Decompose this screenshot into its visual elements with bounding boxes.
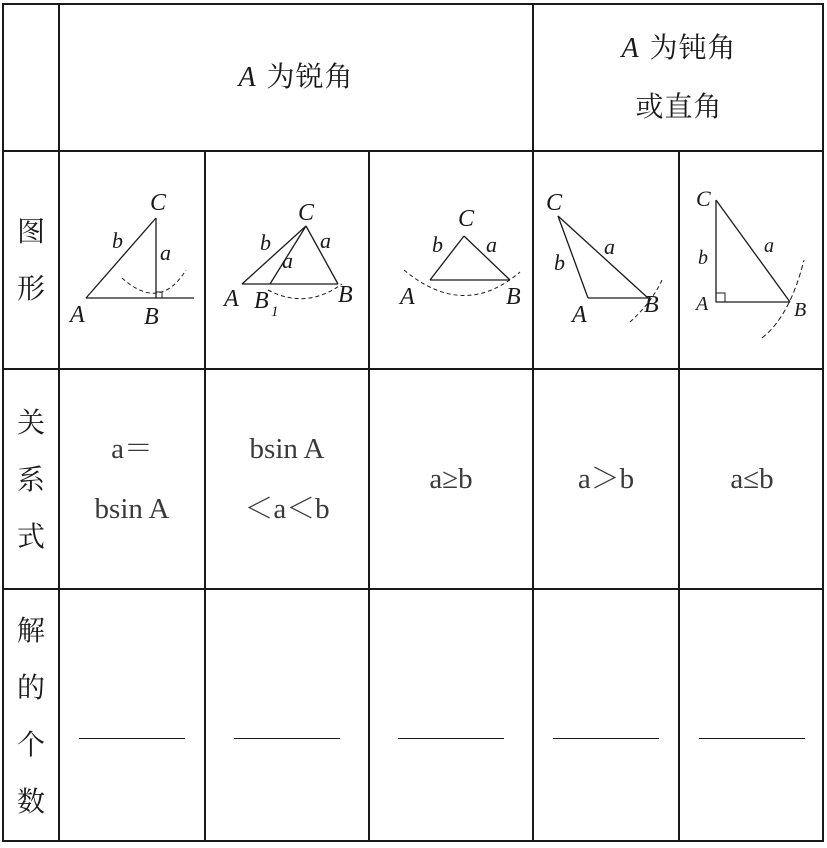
label-b: b bbox=[698, 247, 708, 269]
label-B1: B bbox=[254, 288, 269, 314]
label-A: A bbox=[70, 302, 85, 328]
answer-blank[interactable] bbox=[398, 738, 504, 739]
figure-2 bbox=[204, 150, 368, 368]
row-label-relation: 关 系 式 bbox=[2, 368, 58, 588]
label-B: B bbox=[144, 304, 159, 330]
figure-4-diagram bbox=[534, 152, 680, 370]
figure-3 bbox=[368, 150, 532, 368]
row-label-solutions: 解 的 个 数 bbox=[2, 588, 58, 842]
relation-1-line1: a＝ bbox=[111, 433, 153, 465]
header-acute bbox=[58, 3, 532, 150]
header-acute-var: A bbox=[238, 62, 257, 93]
figure-5-diagram bbox=[680, 152, 826, 370]
relation-2-line1: bsin A bbox=[249, 433, 325, 465]
row-label-figure: 图 形 bbox=[2, 150, 58, 368]
label-A: A bbox=[224, 286, 239, 312]
label-C: C bbox=[546, 190, 563, 216]
relation-1 bbox=[58, 368, 204, 588]
header-obtuse bbox=[532, 3, 824, 150]
figure-5 bbox=[678, 150, 824, 368]
label-a: a bbox=[604, 234, 615, 259]
figure-4 bbox=[532, 150, 678, 368]
label-a: a bbox=[160, 240, 171, 265]
label-C: C bbox=[696, 186, 711, 211]
answer-blank[interactable] bbox=[553, 738, 659, 739]
header-obtuse-line2: 或直角 bbox=[635, 90, 723, 123]
answer-blank[interactable] bbox=[79, 738, 185, 739]
label-b: b bbox=[112, 228, 123, 253]
label-a: a bbox=[486, 232, 497, 257]
solutions-2 bbox=[204, 588, 368, 842]
label-B: B bbox=[794, 299, 807, 321]
label-B: B bbox=[506, 284, 521, 310]
label-C: C bbox=[458, 206, 475, 232]
answer-blank[interactable] bbox=[234, 738, 340, 739]
label-B1-sub: 1 bbox=[271, 304, 279, 320]
label-A: A bbox=[696, 293, 709, 315]
header-acute-text: 为锐角 bbox=[266, 60, 354, 93]
label-b: b bbox=[432, 232, 443, 257]
relation-2 bbox=[204, 368, 368, 588]
label-b: b bbox=[554, 250, 565, 275]
answer-blank[interactable] bbox=[699, 738, 805, 739]
label-C: C bbox=[150, 190, 167, 216]
relation-3: a≥b bbox=[368, 368, 532, 588]
label-C: C bbox=[298, 200, 315, 226]
label-b: b bbox=[260, 230, 271, 255]
figure-3-diagram bbox=[370, 152, 534, 370]
corner-cell bbox=[2, 3, 58, 150]
label-A: A bbox=[400, 284, 415, 310]
header-obtuse-var: A bbox=[621, 33, 640, 64]
figure-1 bbox=[58, 150, 204, 368]
label-a: a bbox=[764, 235, 774, 257]
relation-4: a＞b bbox=[532, 368, 678, 588]
header-obtuse-text: 为钝角 bbox=[649, 31, 737, 64]
relation-1-line2: bsin A bbox=[94, 493, 170, 525]
label-a: a bbox=[320, 228, 331, 253]
solutions-5 bbox=[678, 588, 824, 842]
solutions-3 bbox=[368, 588, 532, 842]
triangle-solutions-table bbox=[2, 3, 824, 842]
relation-2-line2: ＜a＜b bbox=[244, 493, 330, 525]
figure-1-diagram bbox=[60, 152, 206, 370]
label-A: A bbox=[572, 302, 587, 328]
relation-5: a≤b bbox=[678, 368, 824, 588]
label-B: B bbox=[644, 292, 659, 318]
label-B: B bbox=[338, 282, 353, 308]
figure-2-diagram bbox=[206, 152, 370, 370]
solutions-4 bbox=[532, 588, 678, 842]
solutions-1 bbox=[58, 588, 204, 842]
label-a-inner: a bbox=[282, 248, 293, 273]
